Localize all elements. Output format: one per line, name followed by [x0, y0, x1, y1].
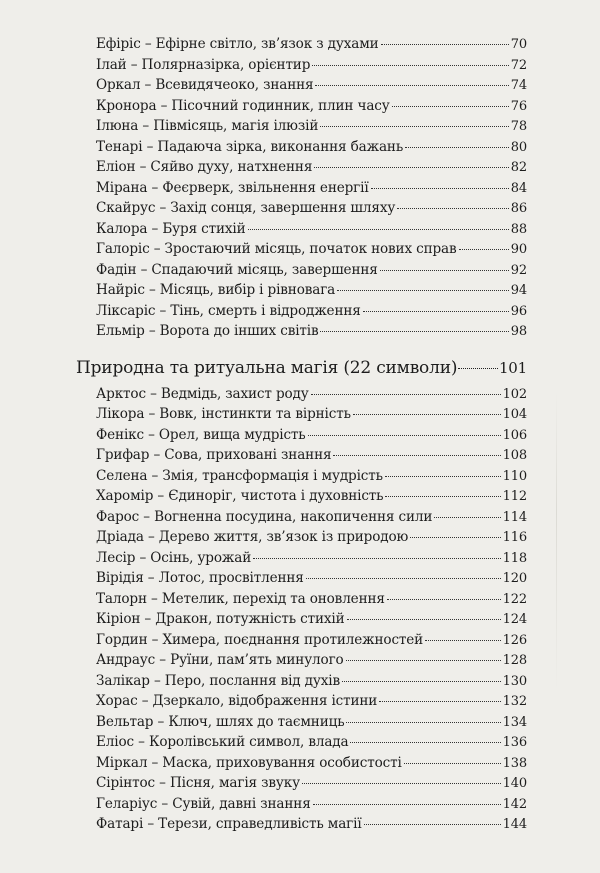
dot-leader	[311, 394, 501, 395]
entry-title: Галоріс – Зростаючий місяць, початок нових справ	[96, 241, 457, 257]
entry-page-number: 102	[502, 386, 527, 402]
section-title: Природна та ритуальна магія (22 символи)	[76, 357, 458, 378]
entry-title: Сірінтос – Пісня, магія звуку	[96, 775, 300, 791]
entry-title: Мірана – Феєрверк, звільнення енергії	[96, 179, 369, 196]
entry-title: Арктос – Ведмідь, захист роду	[96, 385, 309, 402]
entry-title: Вірідія – Лотос, просвітлення	[96, 570, 304, 586]
toc-entry	[96, 714, 527, 735]
toc-entry	[96, 468, 527, 489]
entry-page-number: 144	[502, 817, 527, 832]
dot-leader	[434, 517, 500, 518]
entry-title: Лесір – Осінь, урожай	[96, 549, 252, 566]
entry-page-number: 122	[502, 591, 527, 607]
entry-title: Грифар – Сова, приховані знання	[96, 447, 332, 463]
toc-entry	[96, 652, 527, 673]
toc-list-top	[96, 36, 527, 344]
toc-entry	[96, 200, 527, 221]
table-of-contents	[76, 36, 527, 837]
entry-title: Андраус – Руїни, пам’ять минулого	[96, 652, 344, 668]
entry-page-number: 114	[502, 509, 527, 525]
entry-page-number: 98	[510, 324, 527, 339]
entry-page-number: 90	[510, 242, 527, 257]
toc-entry	[96, 282, 527, 303]
toc-entry	[96, 673, 527, 694]
dot-leader	[346, 660, 501, 661]
entry-page-number: 96	[510, 303, 527, 319]
dot-leader	[379, 701, 500, 702]
dot-leader	[353, 414, 501, 415]
toc-entry	[96, 118, 527, 139]
entry-page-number: 112	[502, 489, 527, 504]
entry-page-number: 126	[502, 632, 527, 648]
toc-entry	[96, 796, 527, 817]
dot-leader	[346, 722, 500, 723]
entry-page-number: 138	[502, 755, 527, 771]
dot-leader	[313, 804, 501, 805]
entry-page-number: 82	[510, 160, 527, 175]
entry-title: Фатарі – Терези, справедливість магії	[96, 816, 362, 832]
entry-title: Хорас – Дзеркало, відображення істини	[96, 693, 378, 709]
entry-title: Лікора – Вовк, інстинкти та вірність	[96, 406, 351, 422]
entry-page-number: 140	[502, 776, 527, 791]
dot-leader	[312, 65, 508, 66]
dot-leader	[347, 619, 501, 620]
dot-leader	[425, 640, 501, 641]
entry-page-number: 116	[502, 530, 527, 545]
entry-title: Еліос – Королівський символ, влада	[96, 734, 349, 750]
dot-leader	[404, 763, 501, 764]
entry-page-number: 110	[502, 468, 527, 484]
dot-leader	[380, 270, 509, 271]
page-shadow	[556, 392, 557, 692]
entry-page-number: 80	[510, 139, 527, 155]
toc-entry	[96, 139, 527, 160]
entry-page-number: 70	[510, 37, 527, 52]
toc-entry	[96, 550, 527, 571]
toc-entry	[96, 447, 527, 468]
dot-leader	[342, 681, 501, 682]
toc-entry	[96, 303, 527, 324]
toc-entry	[96, 262, 527, 283]
entry-page-number: 94	[510, 283, 527, 298]
entry-title: Залікар – Перо, послання від духів	[96, 672, 340, 689]
entry-title: Еліон – Сяйво духу, натхнення	[96, 159, 313, 175]
toc-entry	[96, 159, 527, 180]
dot-leader	[302, 783, 501, 784]
entry-title: Кронора – Пісочний годинник, плин часу	[96, 97, 390, 114]
entry-title: Дріада – Дерево життя, зв’язок із природою	[96, 529, 409, 545]
entry-page-number: 132	[502, 694, 527, 709]
entry-title: Вельтар – Ключ, шлях до таємниць	[96, 713, 345, 730]
toc-entry	[96, 57, 527, 78]
entry-page-number: 92	[510, 262, 527, 278]
entry-page-number: 104	[502, 407, 527, 422]
dot-leader	[308, 435, 501, 436]
dot-leader	[459, 249, 509, 250]
dot-leader	[320, 126, 509, 127]
entry-title: Тенарі – Падаюча зірка, виконання бажань	[96, 138, 404, 155]
entry-page-number: 72	[510, 57, 527, 73]
entry-title: Найріс – Місяць, вибір і рівновага	[96, 282, 336, 298]
dot-leader	[363, 311, 509, 312]
toc-entry	[96, 98, 527, 119]
entry-title: Фарос – Вогненна посудина, накопичення сили	[96, 508, 433, 525]
dot-leader	[320, 331, 508, 332]
dot-leader	[364, 824, 501, 825]
entry-title: Скайрус – Захід сонця, завершення шляху	[96, 200, 396, 216]
toc-entry	[96, 77, 527, 98]
entry-title: Ельмір – Ворота до інших світів	[96, 323, 319, 339]
dot-leader	[385, 496, 500, 497]
entry-title: Ілай – Полярназірка, орієнтир	[96, 56, 311, 73]
entry-page-number: 84	[510, 180, 527, 196]
toc-entry	[96, 323, 527, 344]
entry-page-number: 108	[502, 448, 527, 463]
entry-title: Гордин – Химера, поєднання протилежностей	[96, 631, 424, 648]
entry-page-number: 124	[502, 612, 527, 627]
toc-entry	[96, 693, 527, 714]
toc-entry	[96, 755, 527, 776]
section-page-number: 101	[498, 358, 527, 377]
dot-leader	[371, 188, 509, 189]
toc-section-heading	[76, 358, 527, 378]
entry-title: Фенікс – Орел, вища мудрість	[96, 426, 306, 443]
entry-page-number: 118	[502, 550, 527, 566]
toc-entry	[96, 488, 527, 509]
entry-page-number: 136	[502, 735, 527, 750]
entry-page-number: 134	[502, 714, 527, 730]
entry-page-number: 86	[510, 201, 527, 216]
dot-leader	[333, 455, 500, 456]
dot-leader	[458, 368, 498, 369]
toc-list-bottom	[96, 386, 527, 837]
toc-entry	[96, 509, 527, 530]
entry-page-number: 142	[502, 796, 527, 812]
entry-title: Харомір – Єдиноріг, чистота і духовність	[96, 488, 384, 504]
entry-page-number: 74	[510, 78, 527, 93]
entry-title: Ліксаріс – Тінь, смерть і відродження	[96, 302, 361, 319]
entry-page-number: 106	[502, 427, 527, 443]
dot-leader	[306, 578, 501, 579]
toc-entry	[96, 386, 527, 407]
dot-leader	[350, 742, 500, 743]
toc-entry	[96, 529, 527, 550]
toc-entry	[96, 591, 527, 612]
dot-leader	[385, 476, 501, 477]
toc-entry	[96, 611, 527, 632]
entry-page-number: 78	[510, 119, 527, 134]
toc-entry	[96, 734, 527, 755]
entry-title: Селена – Змія, трансформація і мудрість	[96, 467, 383, 484]
entry-page-number: 130	[502, 673, 527, 689]
entry-title: Оркал – Всевидячеоко, знання	[96, 77, 314, 93]
dot-leader	[405, 147, 509, 148]
entry-page-number: 128	[502, 653, 527, 668]
entry-title: Ефіріс – Ефірне світло, зв’язок з духами	[96, 36, 379, 52]
entry-page-number: 76	[510, 98, 527, 114]
entry-title: Міркал – Маска, приховування особистості	[96, 754, 402, 771]
dot-leader	[392, 106, 509, 107]
dot-leader	[248, 229, 509, 230]
toc-entry	[96, 570, 527, 591]
toc-entry	[96, 816, 527, 837]
entry-title: Кіріон – Дракон, потужність стихій	[96, 611, 345, 627]
dot-leader	[397, 208, 509, 209]
entry-title: Фадін – Спадаючий місяць, завершення	[96, 261, 378, 278]
toc-entry	[96, 406, 527, 427]
dot-leader	[315, 85, 508, 86]
toc-entry	[96, 775, 527, 796]
toc-entry	[96, 632, 527, 653]
dot-leader	[381, 44, 509, 45]
dot-leader	[387, 599, 501, 600]
toc-entry	[96, 180, 527, 201]
entry-title: Ілюна – Півмісяць, магія ілюзій	[96, 118, 319, 134]
entry-title: Талорн – Метелик, перехід та оновлення	[96, 590, 385, 607]
dot-leader	[253, 558, 501, 559]
dot-leader	[314, 167, 508, 168]
toc-entry	[96, 36, 527, 57]
toc-entry	[96, 241, 527, 262]
toc-entry	[96, 221, 527, 242]
dot-leader	[410, 537, 500, 538]
entry-title: Геларіус – Сувій, давні знання	[96, 795, 311, 812]
entry-title: Калора – Буря стихій	[96, 220, 246, 237]
entry-page-number: 88	[510, 221, 527, 237]
dot-leader	[337, 290, 509, 291]
entry-page-number: 120	[502, 571, 527, 586]
toc-entry	[96, 427, 527, 448]
